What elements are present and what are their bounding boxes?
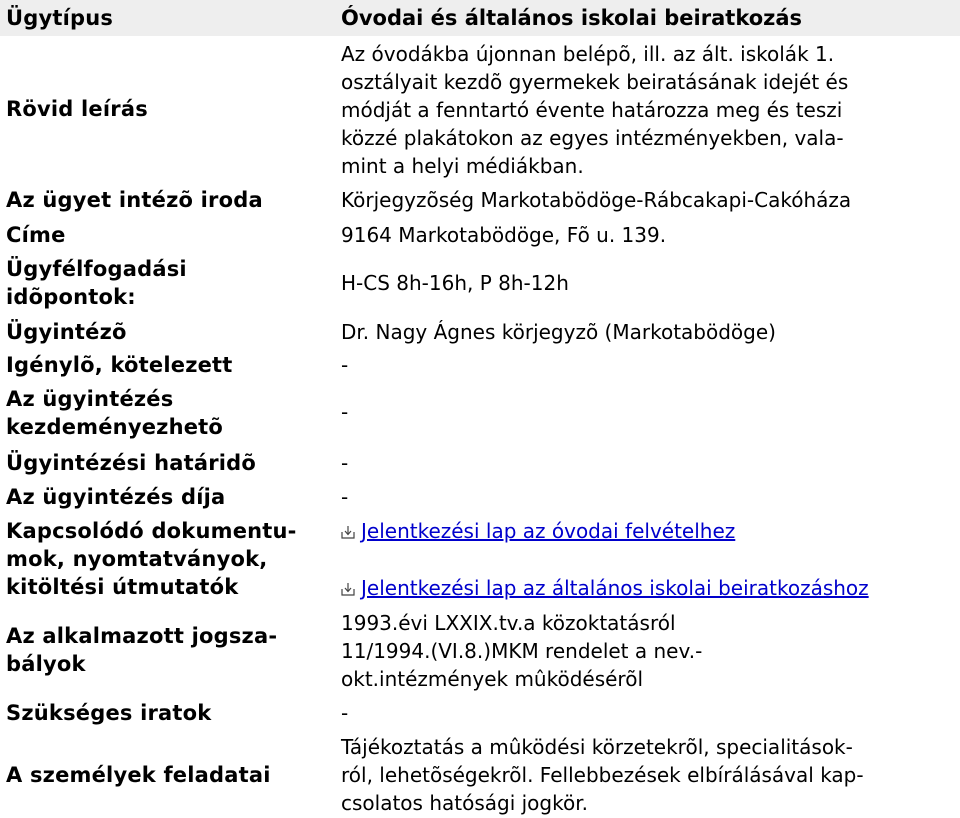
laws-value xyxy=(341,609,702,693)
required-docs-label: Szükséges iratok xyxy=(6,701,212,725)
initiator-label-line: kezdeményezhetõ xyxy=(6,415,224,439)
hours-value: H-CS 8h-16h, P 8h-12h xyxy=(341,271,569,295)
header-label: Ügytípus xyxy=(6,6,114,30)
requester-value: - xyxy=(341,353,349,377)
office-label: Az ügyet intézõ iroda xyxy=(6,188,263,212)
short-desc-line: Az óvodákba újonnan belépõ, ill. az ált. iskolák 1. xyxy=(341,42,835,66)
laws-line: 11/1994.(VI.8.)MKM rendelet a nev.- xyxy=(341,639,703,663)
duties-line: ról, lehetõségekrõl. Fellebbezések elbírálásával kap- xyxy=(341,763,864,787)
initiator-label-line: Az ügyintézés xyxy=(6,387,174,411)
hours-label-line: idõpontok: xyxy=(6,285,136,309)
fee-value: - xyxy=(341,485,349,509)
address-label: Címe xyxy=(6,223,66,247)
deadline-label: Ügyintézési határidõ xyxy=(6,451,257,475)
short-desc-label: Rövid leírás xyxy=(6,97,148,121)
laws-label-line: Az alkalmazott jogsza- xyxy=(6,624,278,648)
documents-label-line: kitöltési útmutatók xyxy=(6,575,239,599)
documents-label-line: Kapcsolódó dokumentu- xyxy=(6,519,297,543)
office-value: Körjegyzõség Markotabödöge-Rábcakapi-Cakóháza xyxy=(341,188,852,212)
initiator-label xyxy=(6,385,223,441)
duties-value xyxy=(341,733,864,817)
short-desc-line: módját a fenntartó évente határozza meg és teszi xyxy=(341,98,843,122)
documents-label-line: mok, nyomtatványok, xyxy=(6,547,268,571)
kindergarten-form-link[interactable]: Jelentkezési lap az óvodai felvételhez xyxy=(361,519,736,543)
required-docs-value: - xyxy=(341,701,349,725)
duties-line: Tájékoztatás a mûködési körzetekrõl, specialitások- xyxy=(341,735,853,759)
deadline-value: - xyxy=(341,451,349,475)
duties-label: A személyek feladatai xyxy=(6,763,271,787)
document-link-item[interactable] xyxy=(341,517,735,545)
laws-line: okt.intézmények mûködésérõl xyxy=(341,667,644,691)
documents-label xyxy=(6,517,297,601)
laws-line: 1993.évi LXXIX.tv.a közoktatásról xyxy=(341,611,676,635)
hours-label-line: Ügyfélfogadási xyxy=(6,257,187,281)
short-desc-value xyxy=(341,40,848,180)
laws-label xyxy=(6,622,277,678)
initiator-value: - xyxy=(341,400,349,424)
fee-label: Az ügyintézés díja xyxy=(6,485,226,509)
requester-label: Igénylõ, kötelezett xyxy=(6,353,233,377)
handler-label: Ügyintézõ xyxy=(6,320,127,344)
address-value: 9164 Markotabödöge, Fõ u. 139. xyxy=(341,223,667,247)
document-link-item[interactable] xyxy=(341,574,869,602)
header-value: Óvodai és általános iskolai beiratkozás xyxy=(341,6,803,30)
laws-label-line: bályok xyxy=(6,652,86,676)
download-icon xyxy=(341,525,355,539)
short-desc-line: osztályait kezdõ gyermekek beiratásának idejét és xyxy=(341,70,849,94)
download-icon xyxy=(341,582,355,596)
short-desc-line: mint a helyi médiákban. xyxy=(341,154,584,178)
short-desc-line: közzé plakátokon az egyes intézményekben, vala- xyxy=(341,126,844,150)
handler-value: Dr. Nagy Ágnes körjegyzõ (Markotabödöge) xyxy=(341,320,776,344)
hours-label xyxy=(6,255,187,311)
duties-line: csolatos hatósági jogkör. xyxy=(341,791,588,815)
school-form-link[interactable]: Jelentkezési lap az általános iskolai beiratkozáshoz xyxy=(361,576,869,600)
